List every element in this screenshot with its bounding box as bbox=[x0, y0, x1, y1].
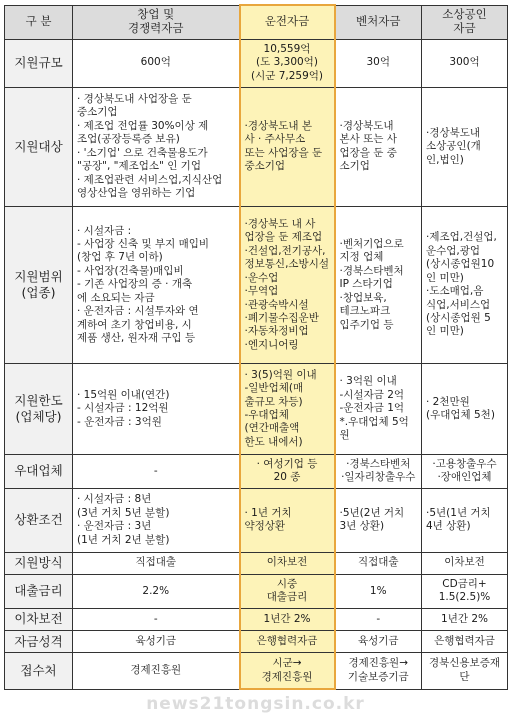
cell-text-line: 에 소요되는 자금 bbox=[77, 291, 155, 304]
cell-loan-rate-startup-fund bbox=[73, 574, 240, 608]
cell-text-line: · 3(5)억원 이내 bbox=[244, 368, 317, 381]
row-label-application-office bbox=[5, 653, 73, 689]
cell-text-line: ·장애인업체 bbox=[437, 471, 492, 484]
cell-text-line: · 제조업관련 서비스업,지식산업 bbox=[77, 173, 223, 186]
cell-fund-type-small-business-fund bbox=[422, 631, 508, 653]
cell-text-line: (시군 7,259억) bbox=[250, 69, 324, 82]
fund-comparison-table bbox=[4, 4, 508, 690]
cell-text-line: 1년간 2% bbox=[441, 612, 488, 625]
cell-text-line: 소기업 bbox=[339, 160, 370, 173]
row-support-limit bbox=[5, 364, 508, 455]
cell-text-line: (연간매출액 bbox=[244, 422, 300, 435]
cell-support-scope-small-business-fund bbox=[422, 207, 508, 364]
cell-text-line: ·경상북도내 본 bbox=[244, 119, 313, 132]
cell-support-method-venture-fund bbox=[335, 552, 422, 574]
cell-text-line: ·5년(2년 거치 bbox=[339, 506, 405, 519]
cell-text-line: ·제조업,건설업, bbox=[426, 231, 497, 244]
cell-text-line: · 시설자금 : 8년 bbox=[77, 493, 152, 506]
cell-text-line: 업장을 둔 중 bbox=[339, 146, 397, 159]
cell-application-office-small-business-fund bbox=[422, 653, 508, 689]
cell-support-scale-venture-fund bbox=[335, 39, 422, 87]
cell-text-line: 육성기금 bbox=[357, 634, 399, 647]
cell-text-line: 직접대출 bbox=[357, 556, 399, 569]
row-label-line: 지원방식 bbox=[14, 555, 63, 571]
cell-preferred-company-startup-fund bbox=[73, 455, 240, 489]
cell-text-line: -우대업체 bbox=[244, 409, 289, 422]
cell-text-line: ·엔지니어링 bbox=[244, 338, 299, 351]
cell-text-line: ·폐기물수집운반 bbox=[244, 311, 319, 324]
row-label-line: 지원규모 bbox=[14, 55, 63, 71]
row-label-repayment-terms bbox=[5, 488, 73, 552]
cell-text-line: 4년 상환) bbox=[426, 520, 471, 533]
cell-support-target-startup-fund bbox=[73, 87, 240, 206]
cell-text-line: 인,법인) bbox=[426, 153, 464, 166]
row-label-line: (업체당) bbox=[15, 409, 62, 425]
cell-text-line: (창업 후 7년 이하) bbox=[77, 251, 163, 264]
cell-text-line: IP 스타기업 bbox=[339, 278, 393, 291]
cell-text-line: -일반업체(매 bbox=[244, 382, 304, 395]
cell-text-line: 1% bbox=[369, 584, 387, 597]
cell-text-line: ·고용창출우수 bbox=[432, 457, 497, 470]
header-startup-fund bbox=[73, 5, 240, 39]
cell-text-line: 은행협력자금 bbox=[256, 634, 318, 647]
cell-preferred-company-operating-fund bbox=[240, 455, 335, 489]
cell-text-line: - 기존 사업장의 증 · 개축 bbox=[77, 278, 193, 291]
cell-text-line: 직접대출 bbox=[135, 556, 177, 569]
cell-support-scope-startup-fund bbox=[73, 207, 240, 364]
cell-repayment-terms-venture-fund bbox=[335, 488, 422, 552]
cell-text-line: -운전자금 1억 bbox=[339, 402, 405, 415]
cell-preferred-company-venture-fund bbox=[335, 455, 422, 489]
cell-text-line: 대출금리 bbox=[266, 591, 308, 604]
row-interest-subsidy bbox=[5, 608, 508, 630]
cell-text-line: - 사업장 신축 및 부지 매입비 bbox=[77, 238, 210, 251]
header-small-business-fund-line: 자금 bbox=[453, 21, 476, 35]
cell-text-line: 계하여 초기 창업비용, 시 bbox=[77, 318, 192, 331]
cell-text-line: 300억 bbox=[449, 56, 480, 69]
cell-text-line: 3년 상환) bbox=[339, 520, 385, 533]
cell-text-line: 업장을 둔 제조업 bbox=[244, 231, 323, 244]
cell-support-target-small-business-fund bbox=[422, 87, 508, 206]
row-label-line: 이차보전 bbox=[14, 611, 63, 627]
cell-fund-type-operating-fund bbox=[240, 631, 335, 653]
cell-interest-subsidy-startup-fund bbox=[73, 608, 240, 630]
cell-text-line: · 여성기업 등 bbox=[256, 457, 318, 470]
header-startup-fund-line: 경쟁력자금 bbox=[127, 21, 184, 35]
cell-text-line: (도 3,300억) bbox=[256, 56, 318, 69]
cell-support-limit-operating-fund bbox=[240, 364, 335, 455]
cell-text-line: 중소기업 bbox=[77, 106, 118, 119]
cell-text-line: · 운전자금 : 시설투자와 연 bbox=[77, 305, 199, 318]
cell-text-line: ·일자리창출우수 bbox=[341, 471, 416, 484]
cell-text-line: 10,559억 bbox=[263, 42, 311, 55]
cell-text-line: 시군→ bbox=[272, 657, 302, 670]
cell-interest-subsidy-venture-fund bbox=[335, 608, 422, 630]
row-label-preferred-company bbox=[5, 455, 73, 489]
cell-text-line: - 운전자금 : 3억원 bbox=[77, 415, 162, 428]
header-operating-fund: 운전자금 bbox=[240, 5, 335, 39]
cell-text-line: - bbox=[153, 464, 158, 477]
cell-text-line: ·경상북도내 bbox=[339, 119, 394, 132]
row-support-scope bbox=[5, 207, 508, 364]
cell-text-line: 경제진흥원 bbox=[130, 664, 182, 677]
cell-support-scale-startup-fund bbox=[73, 39, 240, 87]
cell-support-method-startup-fund bbox=[73, 552, 240, 574]
cell-text-line: 식업,서비스업 bbox=[426, 298, 491, 311]
cell-text-line: - bbox=[153, 612, 158, 625]
row-label-line: 대출금리 bbox=[14, 583, 63, 599]
cell-application-office-venture-fund bbox=[335, 653, 422, 689]
cell-text-line: (1년 거치 2년 분할) bbox=[77, 533, 170, 546]
cell-text-line: 지정 업체 bbox=[339, 251, 384, 264]
cell-support-target-venture-fund bbox=[335, 87, 422, 206]
row-label-line: 접수처 bbox=[20, 662, 57, 678]
cell-support-scope-venture-fund bbox=[335, 207, 422, 364]
cell-text-line: 입주기업 등 bbox=[339, 318, 394, 331]
cell-text-line: · 운전자금 : 3년 bbox=[77, 520, 152, 533]
row-application-office bbox=[5, 653, 508, 689]
cell-text-line: CD금리+ bbox=[442, 577, 487, 590]
cell-text-line: 또는 사업장을 둔 중소기업 bbox=[244, 146, 323, 173]
cell-text-line: 조업(공장등록증 보유) bbox=[77, 133, 180, 146]
row-label-support-scope bbox=[5, 207, 73, 364]
cell-text-line: -시설자금 2억 bbox=[339, 388, 405, 401]
row-label-line: 지원한도 bbox=[14, 393, 63, 409]
cell-text-line: ·경북스타벤처 bbox=[339, 264, 404, 277]
cell-text-line: 약정상환 bbox=[244, 520, 286, 533]
cell-text-line: 경제진흥원 bbox=[261, 670, 313, 683]
cell-text-line: ·경상북도 내 사 bbox=[244, 217, 316, 230]
cell-text-line: 20 종 bbox=[273, 471, 301, 484]
cell-repayment-terms-startup-fund bbox=[73, 488, 240, 552]
row-label-support-limit bbox=[5, 364, 73, 455]
row-label-support-method bbox=[5, 552, 73, 574]
cell-text-line: 사 · 주사무소 bbox=[244, 133, 306, 146]
cell-text-line: ·경북스타벤처 bbox=[346, 457, 411, 470]
cell-support-scale-small-business-fund bbox=[422, 39, 508, 87]
cell-text-line: 1.5(2.5)% bbox=[438, 591, 491, 604]
cell-text-line: 본사 또는 사 bbox=[339, 133, 397, 146]
row-repayment-terms bbox=[5, 488, 508, 552]
header-startup-fund-line: 창업 및 bbox=[137, 7, 175, 22]
cell-loan-rate-venture-fund bbox=[335, 574, 422, 608]
cell-support-scale-operating-fund bbox=[240, 39, 335, 87]
cell-preferred-company-small-business-fund bbox=[422, 455, 508, 489]
row-label-line: 자금성격 bbox=[14, 633, 63, 649]
cell-text-line: (상시종업원 5 bbox=[426, 311, 491, 324]
cell-text-line: (상시종업원10 bbox=[426, 258, 495, 271]
cell-text-line: (3년 거치 5년 분할) bbox=[77, 506, 170, 519]
row-label-loan-rate bbox=[5, 574, 73, 608]
row-label-line: 지원범위 bbox=[14, 269, 63, 285]
row-label-line: 지원대상 bbox=[14, 138, 63, 154]
cell-text-line: ·5년(1년 거치 bbox=[426, 506, 491, 519]
cell-text-line: 30억 bbox=[366, 56, 390, 69]
cell-text-line: - 시설자금 : 12억원 bbox=[77, 402, 169, 415]
header-category: 구 분 bbox=[5, 5, 73, 39]
header-small-business-fund-line: 소상공인 bbox=[442, 7, 487, 22]
cell-text-line: ·도소매업,음 bbox=[426, 285, 484, 298]
cell-support-method-operating-fund bbox=[240, 552, 335, 574]
cell-loan-rate-small-business-fund bbox=[422, 574, 508, 608]
header-venture-fund: 벤처자금 bbox=[335, 5, 422, 39]
cell-fund-type-venture-fund bbox=[335, 631, 422, 653]
cell-support-target-operating-fund bbox=[240, 87, 335, 206]
cell-support-limit-startup-fund bbox=[73, 364, 240, 455]
cell-application-office-startup-fund bbox=[73, 653, 240, 689]
cell-interest-subsidy-small-business-fund bbox=[422, 608, 508, 630]
row-support-target bbox=[5, 87, 508, 206]
cell-support-limit-venture-fund bbox=[335, 364, 422, 455]
row-label-fund-type bbox=[5, 631, 73, 653]
row-support-method bbox=[5, 552, 508, 574]
row-support-scale bbox=[5, 39, 508, 87]
row-label-line: (업종) bbox=[21, 285, 56, 301]
cell-text-line: 인 미만) bbox=[426, 271, 464, 284]
cell-text-line: · 1년 거치 bbox=[244, 506, 292, 519]
cell-text-line: 경제진흥원→ bbox=[348, 657, 408, 670]
cell-text-line: 출규모 차등) bbox=[244, 395, 303, 408]
header-row bbox=[5, 5, 508, 39]
cell-fund-type-startup-fund bbox=[73, 631, 240, 653]
cell-text-line: ·무역업 bbox=[244, 285, 279, 298]
cell-text-line: ·건설업,전기공사, bbox=[244, 244, 326, 257]
cell-text-line: ·운수업 bbox=[244, 271, 279, 284]
cell-text-line: - 사업장(건축물)매입비 bbox=[77, 264, 184, 277]
cell-text-line: (우대업체 5천) bbox=[426, 409, 495, 422]
cell-text-line: 한도 내에서) bbox=[244, 435, 303, 448]
cell-text-line: 이차보전 bbox=[444, 556, 485, 569]
cell-text-line: · 2천만원 bbox=[426, 395, 470, 408]
row-loan-rate bbox=[5, 574, 508, 608]
row-preferred-company bbox=[5, 455, 508, 489]
cell-support-scope-operating-fund bbox=[240, 207, 335, 364]
cell-text-line: 정보통신,소방시설 bbox=[244, 258, 329, 271]
cell-text-line: 기술보증기금 bbox=[347, 670, 409, 683]
cell-text-line: · 경상북도내 사업장을 둔 bbox=[77, 93, 192, 106]
cell-text-line: 테크노파크 bbox=[339, 305, 391, 318]
cell-text-line: 2.2% bbox=[142, 584, 170, 597]
cell-text-line: ·자동차정비업 bbox=[244, 325, 309, 338]
cell-text-line: 인 미만) bbox=[426, 325, 464, 338]
cell-text-line: 영상산업을 영위하는 기업 bbox=[77, 187, 196, 200]
cell-text-line: 제품 생산, 원자재 구입 등 bbox=[77, 332, 196, 345]
cell-text-line: 육성기금 bbox=[135, 634, 177, 647]
cell-text-line: ·경상북도내 bbox=[426, 126, 481, 139]
cell-text-line: 운수업,광업 bbox=[426, 244, 481, 257]
cell-text-line: 600억 bbox=[140, 56, 171, 69]
cell-text-line: 1년간 2% bbox=[263, 612, 311, 625]
row-label-support-scale bbox=[5, 39, 73, 87]
cell-interest-subsidy-operating-fund bbox=[240, 608, 335, 630]
cell-text-line: "공장", "제조업소" 인 기업 bbox=[77, 160, 201, 173]
cell-text-line: · 15억원 이내(연간) bbox=[77, 388, 170, 401]
cell-support-method-small-business-fund bbox=[422, 552, 508, 574]
cell-text-line: · 제조업 전업률 30%이상 제 bbox=[77, 119, 209, 132]
cell-support-limit-small-business-fund bbox=[422, 364, 508, 455]
cell-text-line: ·벤처기업으로 bbox=[339, 238, 404, 251]
cell-text-line: ·관광숙박시설 bbox=[244, 298, 309, 311]
row-label-line: 상환조건 bbox=[14, 512, 63, 528]
cell-repayment-terms-operating-fund bbox=[240, 488, 335, 552]
watermark: news21tongsin.co.kr bbox=[146, 694, 365, 714]
row-label-support-target bbox=[5, 87, 73, 206]
cell-text-line: 경북신용보증재단 bbox=[428, 657, 500, 683]
cell-loan-rate-operating-fund bbox=[240, 574, 335, 608]
table-body bbox=[5, 39, 508, 689]
cell-text-line: *.우대업체 5억원 bbox=[339, 415, 409, 442]
cell-repayment-terms-small-business-fund bbox=[422, 488, 508, 552]
cell-text-line: · '소기업' 으로 건축물용도가 bbox=[77, 146, 208, 159]
cell-text-line: · 시설자금 : bbox=[77, 224, 132, 237]
cell-text-line: · 3억원 이내 bbox=[339, 375, 397, 388]
cell-text-line: 은행협력자금 bbox=[434, 634, 495, 647]
cell-application-office-operating-fund bbox=[240, 653, 335, 689]
cell-text-line: ·창업보육, bbox=[339, 291, 387, 304]
row-fund-type bbox=[5, 631, 508, 653]
cell-text-line: 소상공인(개 bbox=[426, 140, 481, 153]
row-label-line: 우대업체 bbox=[14, 463, 63, 479]
row-label-interest-subsidy bbox=[5, 608, 73, 630]
header-small-business-fund bbox=[422, 5, 508, 39]
cell-text-line: 시중 bbox=[276, 577, 298, 590]
cell-text-line: - bbox=[376, 612, 381, 625]
cell-text-line: 이차보전 bbox=[266, 556, 308, 569]
